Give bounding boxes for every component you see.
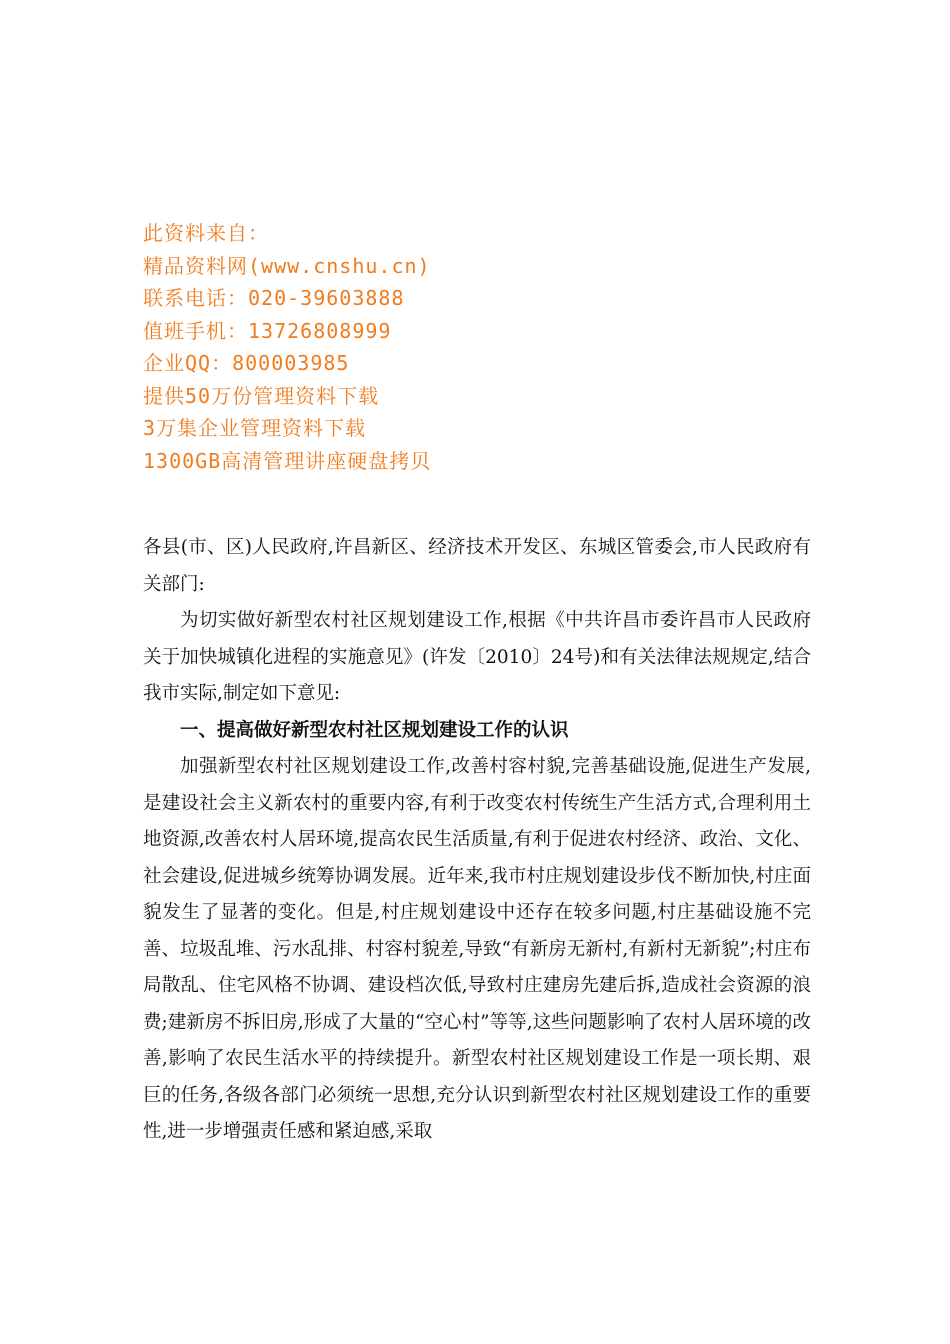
source-line-offer-1: 提供50万份管理资料下载 [143, 383, 380, 408]
source-line-qq: 企业QQ：800003985 [143, 351, 350, 375]
document-body [143, 530, 811, 1151]
source-line-mobile: 值班手机：13726808999 [143, 318, 392, 343]
source-line-website: 精品资料网(www.cnshu.cn) [143, 253, 431, 278]
section-1-paragraph: 加强新型农村社区规划建设工作,改善村容村貌,完善基础设施,促进生产发展,是建设社会主义新农村的重要内容,有利于改变农村传统生产生活方式,合理利用土地资源,改善农村人居环境,提高农民生活质量,有利于促进农村经济、政治、文化、社会建设,促进城乡统筹协调发展。近年来,我市村庄规划建设步伐不断加快,村庄面貌发生了显著的变化。但是,村庄规划建设中还存在较多问题,村庄基础设施不完善、垃圾乱堆、污水乱排、村容村貌差,导致“有新房无新村,有新村无新貌”;村庄布局散乱、住宅风格不协调、建设档次低,导致村庄建房先建后拆,造成社会资源的浪费;建新房不拆旧房,形成了大量的“空心村”等等,这些问题影响了农村人居环境的改善,影响了农民生活水平的持续提升。新型农村社区规划建设工作是一项长期、艰巨的任务,各级各部门必须统一思想,充分认识到新型农村社区规划建设工作的重要性,进一步增强责任感和紧迫感,采取 [143, 756, 811, 1142]
source-line-offer-2: 3万集企业管理资料下载 [143, 416, 367, 440]
section-1-heading: 一、提高做好新型农村社区规划建设工作的认识 [180, 719, 569, 741]
addressee-paragraph: 各县(市、区)人民政府,许昌新区、经济技术开发区、东城区管委会,市人民政府有关部门: [143, 537, 811, 595]
source-line-offer-3: 1300GB高清管理讲座硬盘拷贝 [143, 448, 432, 473]
source-line-phone: 联系电话：020-39603888 [143, 286, 405, 310]
intro-paragraph: 为切实做好新型农村社区规划建设工作,根据《中共许昌市委许昌市人民政府关于加快城镇化进程的实施意见》(许发〔2010〕24号)和有关法律法规规定,结合我市实际,制定如下意见: [143, 610, 811, 704]
source-info-block [143, 217, 743, 477]
source-line-title: 此资料来自： [143, 221, 269, 245]
